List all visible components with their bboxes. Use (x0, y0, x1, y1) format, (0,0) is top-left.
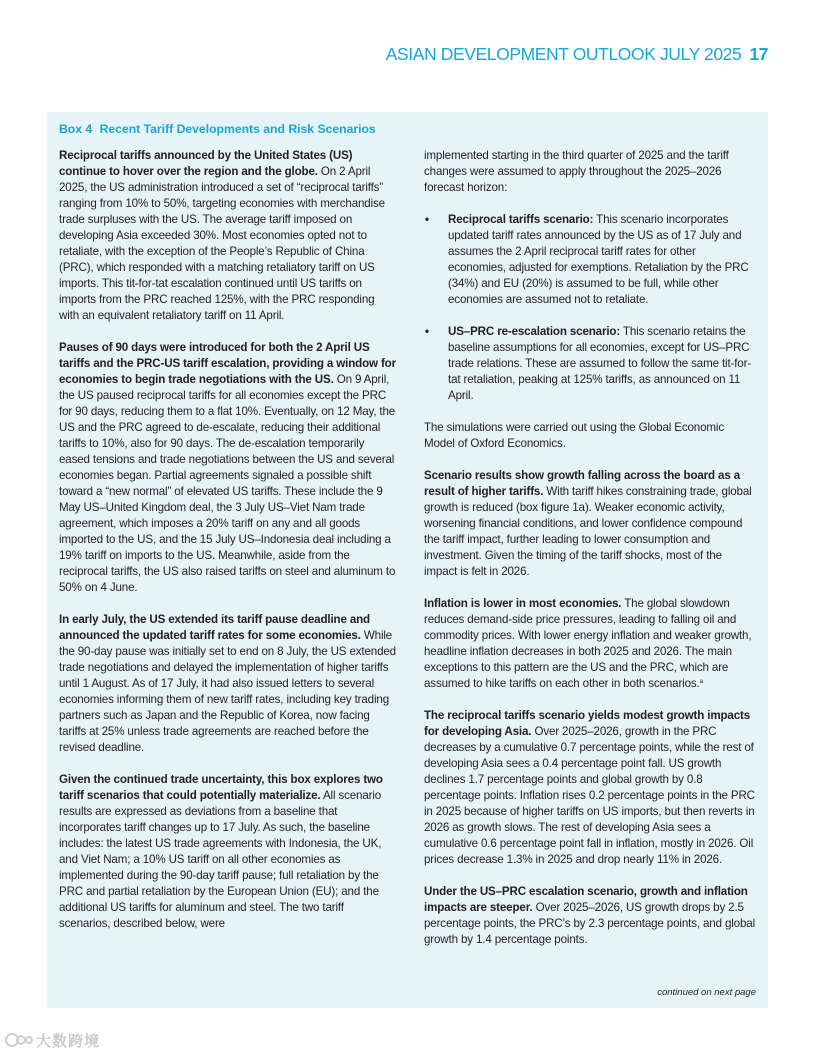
paragraph (59, 340, 396, 596)
scenario-list (424, 212, 756, 404)
paragraph (59, 148, 396, 324)
paragraph-text: implemented starting in the third quarter of 2025 and the tariff changes were assumed to apply throughout the 2025–2026 forecast horizon: (424, 149, 729, 194)
running-header (386, 44, 768, 65)
box-tag: Box 4 (59, 122, 93, 136)
footnote-marker[interactable]: a (699, 679, 703, 685)
paragraph-text: All scenario results are expressed as deviations from a baseline that incorporates tariff changes up to 17 July. As such, the baseline includes: the latest US trade agreements with Indonesia, the UK, and Viet Nam; a 10% US tariff on all other economies as implemented during the 90-day tariff pause; full retaliation by the PRC and partial retaliation by the European Union (EU); and the additional US tariffs for aluminum and steel. The two tariff scenarios, described below, were (59, 789, 382, 930)
left-column (59, 148, 396, 948)
paragraph-lead: The reciprocal tariffs scenario yields modest growth impacts for developing Asia. (424, 709, 751, 738)
paragraph-text: With tariff hikes constraining trade, global growth is reduced (box figure 1a). Weaker economic activity, worsening financial conditions, and lower confidence compound the tariff impact, further leading to lower consumption and investment. Given the timing of the tariff shocks, most of the impact is felt in 2026. (424, 485, 752, 578)
paragraph-lead: Under the US–PRC escalation scenario, growth and inflation impacts are steeper. (424, 885, 748, 914)
watermark-logo-icon (4, 1031, 34, 1049)
paragraph-text: The global slowdown reduces demand-side price pressures, leading to falling oil and commodity prices. With lower energy inflation and weaker growth, headline inflation decreases in both 2025 and 2026. The main exceptions to this pattern are the US and the PRC, which are assumed to hike tariffs on each other in both scenarios. (424, 597, 752, 690)
list-item-lead: US–PRC re-escalation scenario: (448, 325, 621, 338)
box-4 (47, 112, 768, 1008)
paragraph (424, 420, 756, 452)
list-item (424, 212, 756, 308)
paragraph-text: While the 90-day pause was initially set to end on 8 July, the US extended trade negotiations and delayed the implementation of higher tariffs until 1 August. As of 17 July, it had also issued letters to several economies informing them of new tariff rates, including key trading partners such as Japan and the Republic of Korea, now facing tariffs at 25% unless trade agreements are reached before the revised deadline. (59, 629, 396, 754)
paragraph-lead: In early July, the US extended its tariff pause deadline and announced the updated tariff rates for some economies. (59, 613, 370, 642)
paragraph-lead: Inflation is lower in most economies. (424, 597, 622, 610)
paragraph-text: Over 2025–2026, US growth drops by 2.5 percentage points, the PRC’s by 2.3 percentage points, and global growth by 1.4 percentage points. (424, 901, 755, 946)
paragraph (59, 772, 396, 932)
paragraph (424, 596, 756, 692)
paragraph (424, 148, 756, 196)
watermark-text: 大数跨境 (36, 1033, 101, 1050)
paragraph (424, 708, 756, 868)
paragraph-lead: Scenario results show growth falling across the board as a result of higher tariffs. (424, 469, 741, 498)
paragraph-text: Over 2025–2026, growth in the PRC decreases by a cumulative 0.7 percentage points, while the rest of developing Asia sees a 0.4 percentage point fall. US growth declines 1.7 percentage points and global growth by 0.8 percentage points. Inflation rises 0.2 percentage points in the PRC in 2025 because of higher tariffs on US imports, but then reverts in 2026 as growth slows. The rest of developing Asia sees a cumulative 0.6 percentage point fall in inflation, mostly in 2026. Oil prices decrease 1.3% in 2025 and drop nearly 11% in 2026. (424, 725, 755, 866)
paragraph-lead: Pauses of 90 days were introduced for both the 2 April US tariffs and the PRC-US tariff escalation, providing a window for economies to begin trade negotiations with the US. (59, 341, 396, 386)
paragraph-lead: Given the continued trade uncertainty, this box explores two tariff scenarios that could potentially materialize. (59, 773, 383, 802)
page-number: 17 (749, 44, 768, 64)
box-title (59, 122, 376, 136)
bullet-icon: • (425, 213, 429, 226)
publication-title: ASIAN DEVELOPMENT OUTLOOK JULY 2025 (385, 44, 742, 64)
bullet-icon: • (425, 325, 429, 338)
paragraph-lead: Reciprocal tariffs announced by the United States (US) continue to hover over the region and the globe. (59, 149, 353, 178)
list-item-lead: Reciprocal tariffs scenario: (448, 213, 594, 226)
list-item (424, 324, 756, 404)
list-item-text: This scenario incorporates updated tariff rates announced by the US as of 17 July and assumes the 2 April reciprocal tariff rates for other economies, adjusted for exemptions. Retaliation by the PRC (34%) and EU (20%) is assumed to be full, while other economies are assumed not to retaliate. (448, 213, 749, 306)
list-item-text: This scenario retains the baseline assumptions for all economies, except for US–PRC trade relations. These are assumed to follow the same tit-for-tat retaliation, peaking at 125% tariffs, as announced on 11 April. (448, 325, 752, 402)
paragraph-text: The simulations were carried out using the Global Economic Model of Oxford Economics. (424, 421, 724, 450)
watermark (4, 1030, 100, 1051)
paragraph (424, 468, 756, 580)
continued-note: continued on next page (657, 987, 756, 998)
right-column (424, 148, 756, 964)
paragraph (424, 884, 756, 948)
paragraph-text: On 9 April, the US paused reciprocal tariffs for all economies except the PRC for 90 days, reducing them to a flat 10%. Eventually, on 12 May, the US and the PRC agreed to de-escalate, reducing their additional tariffs to 10%, also for 90 days. The de-escalation temporarily eased tensions and trade negotiations between the US and several economies began. Partial agreements signaled a possible shift toward a “new normal” of elevated US tariffs. These include the 9 May US–United Kingdom deal, the 3 July US–Viet Nam trade agreement, which imposes a 20% tariff on any and all goods imported to the US, and the 15 July US–Indonesia deal including a 19% tariff on imports to the US. Meanwhile, aside from the reciprocal tariffs, the US also raised tariffs on steel and aluminum to 50% on 4 June. (59, 373, 396, 594)
box-heading: Recent Tariff Developments and Risk Scenarios (99, 122, 376, 136)
paragraph (59, 612, 396, 756)
paragraph-text: On 2 April 2025, the US administration introduced a set of “reciprocal tariffs” ranging from 10% to 50%, targeting economies with merchandise trade surpluses with the US. The average tariff imposed on developing Asia exceeded 30%. Most economies opted not to retaliate, with the exception of the People’s Republic of China (PRC), which responded with a matching retaliatory tariff on US imports. This tit-for-tat escalation continued until US tariffs on imports from the PRC reached 125%, with the PRC responding with an equivalent retaliatory tariff on 11 April. (59, 165, 385, 322)
